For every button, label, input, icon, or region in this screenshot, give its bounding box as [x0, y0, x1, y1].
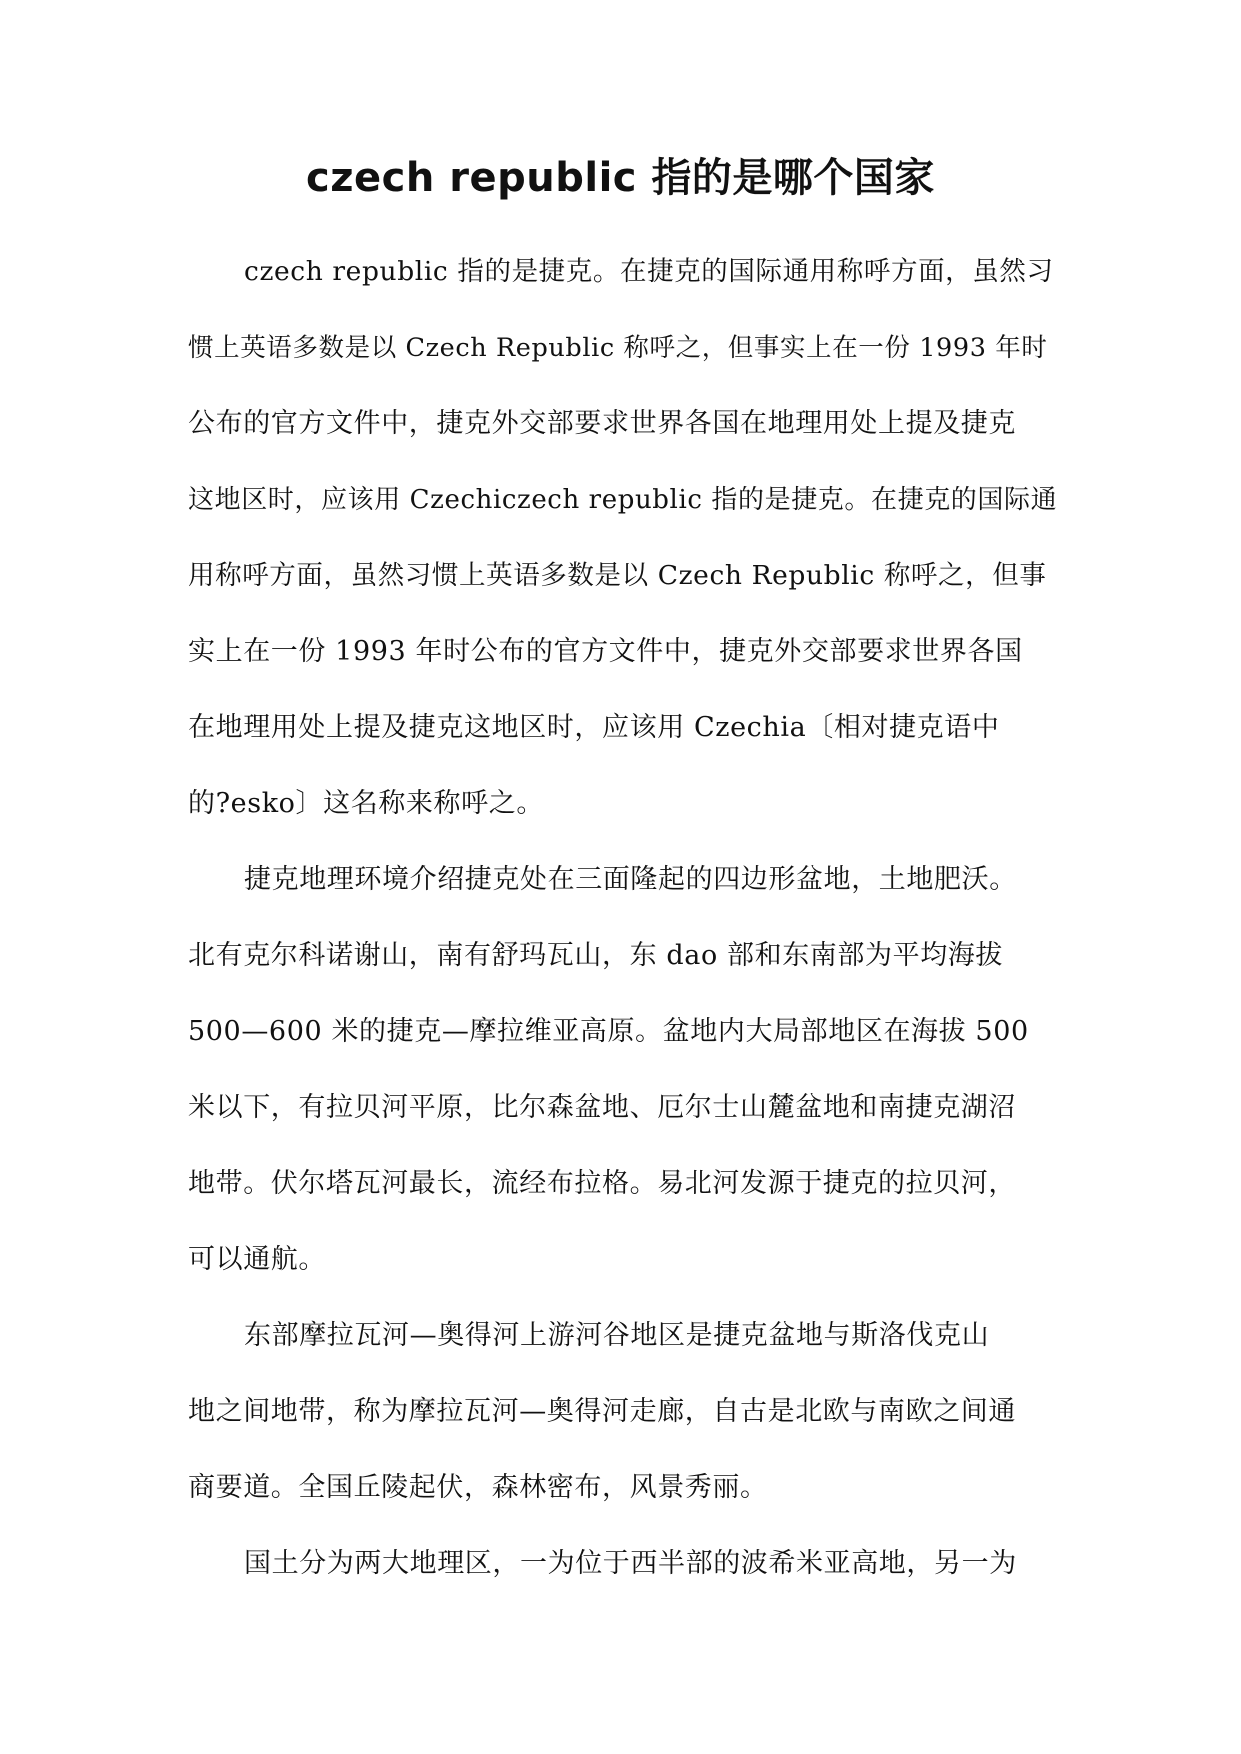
text-line: 商要道。全国丘陵起伏，森林密布，风景秀丽。 — [188, 1472, 768, 1503]
text-line: 这地区时，应该用 Czechiczech republic 指的是捷克。在捷克的国际通 — [188, 485, 1058, 515]
text-line: 地带。伏尔塔瓦河最长，流经布拉格。易北河发源于捷克的拉贝河， — [188, 1168, 1016, 1199]
text-line: 公布的官方文件中，捷克外交部要求世界各国在地理用处上提及捷克 — [188, 408, 1016, 439]
document-title: czech republic 指的是哪个国家 — [306, 155, 935, 201]
text-line: 惯上英语多数是以 Czech Republic 称呼之，但事实上在一份 1993 年时 — [188, 333, 1048, 363]
text-line: 用称呼方面，虽然习惯上英语多数是以 Czech Republic 称呼之，但事 — [188, 560, 1047, 591]
text-line: 捷克地理环境介绍捷克处在三面隆起的四边形盆地，土地肥沃。 — [244, 864, 1017, 895]
text-line: 实上在一份 1993 年时公布的官方文件中，捷克外交部要求世界各国 — [188, 636, 1023, 667]
text-line: 可以通航。 — [188, 1244, 326, 1275]
text-line: 在地理用处上提及捷克这地区时，应该用 Czechia〔相对捷克语中 — [188, 712, 1000, 743]
text-line: 东部摩拉瓦河—奥得河上游河谷地区是捷克盆地与斯洛伐克山 — [244, 1320, 990, 1351]
text-line: 米以下，有拉贝河平原，比尔森盆地、厄尔士山麓盆地和南捷克湖沼 — [188, 1092, 1016, 1123]
text-line: 北有克尔科诺谢山，南有舒玛瓦山，东 dao 部和东南部为平均海拔 — [188, 940, 1003, 971]
text-line: 地之间地带，称为摩拉瓦河—奥得河走廊，自古是北欧与南欧之间通 — [188, 1396, 1016, 1427]
text-line: 500—600 米的捷克—摩拉维亚高原。盆地内大局部地区在海拔 500 — [188, 1016, 1029, 1047]
text-line: czech republic 指的是捷克。在捷克的国际通用称呼方面，虽然习 — [244, 256, 1054, 287]
document-body — [188, 253, 1058, 1621]
text-line: 国土分为两大地理区，一为位于西半部的波希米亚高地，另一为 — [244, 1548, 1017, 1579]
text-line: 的?esko〕这名称来称呼之。 — [188, 788, 544, 819]
